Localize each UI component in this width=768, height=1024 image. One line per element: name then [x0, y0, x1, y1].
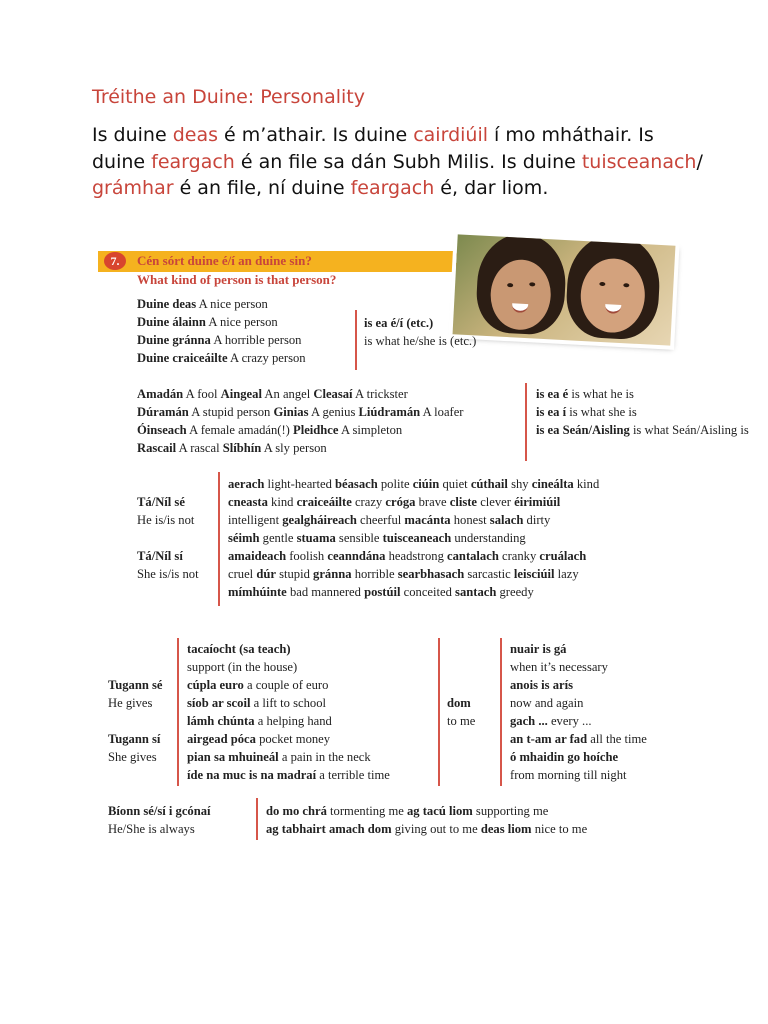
when-row: [510, 730, 647, 748]
irish-term: gach ...: [510, 714, 548, 728]
tugann-irish: [108, 676, 163, 694]
dom-irish: dom: [447, 696, 471, 710]
irish-term: cúthail: [470, 477, 508, 491]
intro-text: /: [696, 150, 703, 173]
nice-row: [137, 331, 306, 349]
english-gloss: brave: [418, 495, 447, 509]
irish-term: do mo chrá: [266, 804, 327, 818]
is-ea-phrase: [364, 314, 476, 350]
irish-term: Aingeal: [220, 387, 262, 401]
noun-row: [137, 385, 464, 403]
adjective-row: [228, 493, 599, 511]
noun-row: [137, 421, 464, 439]
english-gloss: clever: [480, 495, 511, 509]
english-gloss: nice to me: [534, 822, 588, 836]
is-ea-row: [536, 403, 749, 421]
is-ea-row: [536, 421, 749, 439]
divider: [218, 472, 220, 606]
tugann-irish: [108, 730, 160, 748]
english-gloss: kind: [576, 477, 600, 491]
irish-term: cróga: [385, 495, 416, 509]
divider: [256, 798, 258, 840]
irish-term: searbhasach: [397, 567, 465, 581]
adjective-row: [228, 583, 599, 601]
irish-term: Óinseach: [137, 423, 187, 437]
irish-term: séimh: [228, 531, 260, 545]
nice-row: [137, 295, 306, 313]
bionn-label: [108, 802, 211, 838]
english-gloss: A stupid person: [191, 405, 271, 419]
english-gloss: dirty: [526, 513, 551, 527]
english-gloss: giving out to me: [394, 822, 478, 836]
english-gloss: stupid: [279, 567, 310, 581]
english-gloss: all the time: [590, 732, 647, 746]
english-gloss: shy: [511, 477, 529, 491]
tugann-label: [108, 730, 160, 766]
irish-term: cliste: [449, 495, 478, 509]
irish-term: ciúin: [412, 477, 440, 491]
nice-row: [137, 349, 306, 367]
divider: [525, 383, 527, 461]
dom-english: to me: [447, 714, 476, 728]
gives-row: [187, 658, 390, 676]
intro-text: Is duine: [92, 124, 173, 146]
irish-term: Amadán: [137, 387, 184, 401]
english-gloss: supporting me: [475, 804, 549, 818]
irish-term: amaideach: [228, 549, 287, 563]
irish-term: Liúdramán: [358, 405, 421, 419]
ta-nil-irish-text: Tá/Níl sí: [137, 549, 183, 563]
english-gloss: now and again: [510, 696, 584, 710]
gives-row: [187, 712, 390, 730]
english-gloss: A simpleton: [340, 423, 403, 437]
irish-term: macánta: [404, 513, 451, 527]
photo-two-girls: [453, 234, 676, 345]
english-gloss: bad mannered: [289, 585, 361, 599]
irish-term: anois is arís: [510, 678, 573, 692]
gives-list: [187, 640, 390, 784]
tugann-irish-text: Tugann sé: [108, 678, 163, 692]
english-gloss: intelligent: [228, 513, 280, 527]
irish-term: cineálta: [531, 477, 574, 491]
always-row: [266, 802, 587, 820]
english-gloss: is what he is: [571, 387, 634, 401]
noun-row: [137, 403, 464, 421]
english-gloss: foolish: [289, 549, 325, 563]
irish-term: is ea é: [536, 387, 569, 401]
adjective-list: [228, 475, 599, 601]
english-gloss: is what she is: [569, 405, 637, 419]
irish-term: ó mhaidin go hoíche: [510, 750, 619, 764]
adjective-row: [228, 475, 599, 493]
highlighted-word: tuisceanach: [581, 150, 697, 173]
intro-text: í mo mháthair. Is duine: [92, 124, 654, 173]
highlighted-word: deas: [172, 124, 218, 146]
english-gloss: a lift to school: [253, 696, 327, 710]
irish-term: tuisceaneach: [382, 531, 452, 545]
irish-term: Pleidhce: [293, 423, 339, 437]
english-gloss: every ...: [550, 714, 592, 728]
english-gloss: pocket money: [259, 732, 331, 746]
english-gloss: support (in the house): [187, 660, 298, 674]
is-ea-english: is what he/she is (etc.): [364, 334, 477, 348]
irish-term: cruálach: [539, 549, 587, 563]
when-row: [510, 748, 647, 766]
divider: [355, 310, 357, 370]
irish-term: tacaíocht (sa teach): [187, 642, 291, 656]
english-gloss: A nice person: [198, 297, 268, 311]
english-gloss: a pain in the neck: [281, 750, 371, 764]
english-gloss: polite: [380, 477, 410, 491]
irish-term: cúpla euro: [187, 678, 244, 692]
irish-term: gránna: [313, 567, 352, 581]
page-title: Tréithe an Duine: Personality: [92, 86, 365, 108]
irish-term: Dúramán: [137, 405, 189, 419]
is-ea-row: [536, 385, 749, 403]
irish-term: pian sa mhuineál: [187, 750, 279, 764]
english-gloss: cheerful: [360, 513, 402, 527]
english-gloss: A trickster: [355, 387, 408, 401]
adjective-row: [228, 547, 599, 565]
english-gloss: light-hearted: [267, 477, 332, 491]
irish-term: cneasta: [228, 495, 268, 509]
irish-term: is ea Seán/Aisling: [536, 423, 630, 437]
ta-nil-label: [137, 493, 194, 529]
irish-term: íde na muc is na madraí: [187, 768, 317, 782]
bionn-irish: Bíonn sé/sí i gcónaí: [108, 804, 211, 818]
irish-term: an t-am ar fad: [510, 732, 588, 746]
intro-text: é m’athair. Is duine: [218, 124, 414, 146]
is-ea-list: [536, 385, 749, 439]
english-gloss: A rascal: [178, 441, 220, 455]
tugann-english: He gives: [108, 696, 153, 710]
english-gloss: A female amadán(!): [189, 423, 290, 437]
irish-term: craiceáilte: [296, 495, 352, 509]
irish-term: salach: [489, 513, 524, 527]
section-question-irish: Cén sórt duine é/í an duine sin?: [137, 253, 312, 268]
irish-term: airgead póca: [187, 732, 256, 746]
gives-row: [187, 676, 390, 694]
dom-label: [447, 694, 475, 730]
section-number: 7.: [104, 252, 126, 270]
noun-row: [137, 439, 464, 457]
when-row: [510, 712, 647, 730]
highlighted-word: cairdiúil: [413, 124, 489, 146]
is-ea-irish: is ea é/í (etc.): [364, 316, 434, 330]
ta-nil-english: He is/is not: [137, 513, 195, 527]
irish-term: postúil: [364, 585, 401, 599]
irish-term: béasach: [335, 477, 378, 491]
irish-term: Cleasaí: [313, 387, 353, 401]
when-row: [510, 694, 647, 712]
nice-person-list: [137, 295, 306, 367]
always-list: [266, 802, 587, 838]
english-gloss: tormenting me: [330, 804, 404, 818]
divider: [438, 638, 440, 786]
ta-nil-irish-text: Tá/Níl sé: [137, 495, 185, 509]
irish-term: lámh chúnta: [187, 714, 255, 728]
when-list: [510, 640, 647, 784]
always-row: [266, 820, 587, 838]
irish-term: Duine gránna: [137, 333, 211, 347]
intro-text: é, dar liom.: [434, 177, 549, 199]
english-gloss: gentle: [262, 531, 294, 545]
when-row: [510, 640, 647, 658]
tugann-label: [108, 676, 163, 712]
irish-term: Duine deas: [137, 297, 197, 311]
adjective-row: [228, 529, 599, 547]
gives-row: [187, 730, 390, 748]
english-gloss: when it’s necessary: [510, 660, 608, 674]
irish-term: nuair is gá: [510, 642, 567, 656]
adjective-row: [228, 511, 599, 529]
intro-text: é an file, ní duine: [173, 177, 351, 199]
english-gloss: a couple of euro: [246, 678, 329, 692]
english-gloss: a terrible time: [319, 768, 390, 782]
english-gloss: honest: [453, 513, 487, 527]
irish-term: Rascail: [137, 441, 177, 455]
irish-term: is ea í: [536, 405, 567, 419]
highlighted-word: grámhar: [92, 177, 174, 199]
irish-term: cantalach: [447, 549, 499, 563]
irish-term: síob ar scoil: [187, 696, 251, 710]
intro-text: é an file sa dán Subh Milis. Is duine: [234, 150, 582, 173]
irish-term: Ginias: [273, 405, 309, 419]
ta-nil-irish: [137, 493, 194, 511]
english-gloss: A nice person: [208, 315, 278, 329]
ta-nil-label: [137, 547, 199, 583]
tugann-irish-text: Tugann sí: [108, 732, 161, 746]
english-gloss: A fool: [185, 387, 218, 401]
irish-term: leisciúil: [513, 567, 555, 581]
gives-row: [187, 766, 390, 784]
irish-term: dúr: [256, 567, 276, 581]
english-gloss: An angel: [264, 387, 311, 401]
english-gloss: A crazy person: [230, 351, 306, 365]
english-gloss: kind: [271, 495, 294, 509]
when-row: [510, 766, 647, 784]
ta-nil-english: She is/is not: [137, 567, 199, 581]
english-gloss: cruel: [228, 567, 254, 581]
highlighted-word: feargach: [350, 177, 435, 199]
when-row: [510, 658, 647, 676]
english-gloss: headstrong: [388, 549, 444, 563]
english-gloss: sensible: [338, 531, 380, 545]
gives-row: [187, 748, 390, 766]
english-gloss: A sly person: [263, 441, 327, 455]
english-gloss: sarcastic: [467, 567, 511, 581]
english-gloss: a helping hand: [257, 714, 332, 728]
noun-list: [137, 385, 464, 457]
tugann-english: She gives: [108, 750, 157, 764]
irish-term: ag tacú liom: [407, 804, 473, 818]
gives-row: [187, 640, 390, 658]
irish-term: mímhúinte: [228, 585, 287, 599]
irish-term: éirimiúil: [514, 495, 561, 509]
irish-term: santach: [455, 585, 497, 599]
english-gloss: lazy: [557, 567, 579, 581]
english-gloss: greedy: [499, 585, 534, 599]
irish-term: Slíbhín: [222, 441, 262, 455]
irish-term: gealgháireach: [282, 513, 357, 527]
english-gloss: is what Seán/Aisling is: [632, 423, 749, 437]
irish-term: Duine craiceáilte: [137, 351, 228, 365]
english-gloss: horrible: [354, 567, 395, 581]
divider: [177, 638, 179, 786]
nice-row: [137, 313, 306, 331]
english-gloss: crazy: [354, 495, 383, 509]
divider: [500, 638, 502, 786]
irish-term: Duine álainn: [137, 315, 206, 329]
english-gloss: A loafer: [422, 405, 464, 419]
irish-term: stuama: [296, 531, 336, 545]
english-gloss: A horrible person: [213, 333, 302, 347]
bionn-english: He/She is always: [108, 822, 195, 836]
ta-nil-irish: [137, 547, 199, 565]
when-row: [510, 676, 647, 694]
adjective-row: [228, 565, 599, 583]
intro-paragraph: [92, 122, 712, 202]
highlighted-word: feargach: [151, 150, 235, 173]
english-gloss: conceited: [403, 585, 452, 599]
irish-term: aerach: [228, 477, 265, 491]
irish-term: ceanndána: [327, 549, 386, 563]
english-gloss: A genius: [310, 405, 356, 419]
irish-term: deas liom: [480, 822, 532, 836]
irish-term: ag tabhairt amach dom: [266, 822, 392, 836]
english-gloss: from morning till night: [510, 768, 627, 782]
section-question-english: What kind of person is that person?: [137, 272, 337, 287]
english-gloss: quiet: [442, 477, 468, 491]
english-gloss: cranky: [501, 549, 537, 563]
english-gloss: understanding: [454, 531, 526, 545]
gives-row: [187, 694, 390, 712]
